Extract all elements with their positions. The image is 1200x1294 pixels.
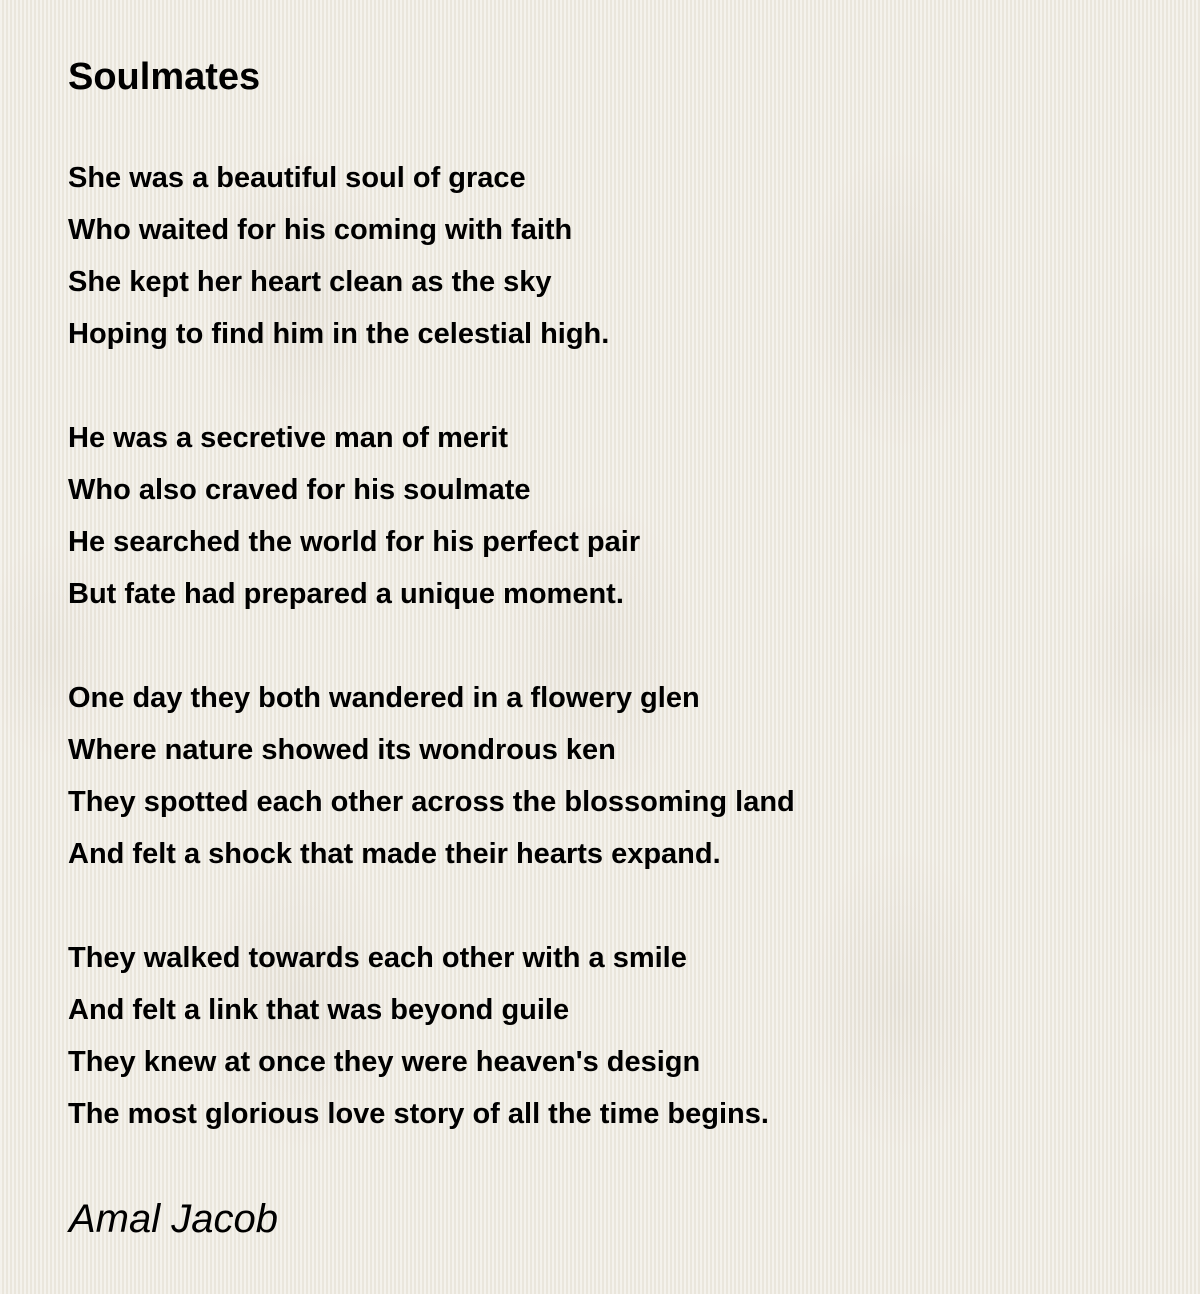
poem-line: Who waited for his coming with faith <box>68 214 573 246</box>
poem-line: One day they both wandered in a flowery glen <box>68 682 700 714</box>
poem-title: Soulmates <box>68 56 261 98</box>
stanza-3 <box>68 672 795 880</box>
poem-line: He was a secretive man of merit <box>68 422 509 454</box>
poem-line: They walked towards each other with a smile <box>68 942 687 974</box>
poem-line: Who also craved for his soulmate <box>68 474 531 506</box>
poem-line: But fate had prepared a unique moment. <box>68 578 624 610</box>
poem-line: She kept her heart clean as the sky <box>68 266 552 298</box>
stanza-1 <box>68 152 795 360</box>
stanza-2 <box>68 412 795 620</box>
poem-line: And felt a link that was beyond guile <box>68 994 570 1026</box>
poem-line: Hoping to find him in the celestial high. <box>68 318 610 350</box>
poem-line: She was a beautiful soul of grace <box>68 162 526 194</box>
poem-body <box>68 152 795 1140</box>
poem-line: And felt a shock that made their hearts expand. <box>68 838 721 870</box>
poem-line: The most glorious love story of all the time begins. <box>68 1098 769 1130</box>
poem-line: Where nature showed its wondrous ken <box>68 734 616 766</box>
poem-line: They spotted each other across the blossoming land <box>68 786 795 818</box>
stanza-4 <box>68 932 795 1140</box>
poem-line: They knew at once they were heaven's design <box>68 1046 701 1078</box>
poem-line: He searched the world for his perfect pair <box>68 526 641 558</box>
poem-author: Amal Jacob <box>69 1197 278 1241</box>
